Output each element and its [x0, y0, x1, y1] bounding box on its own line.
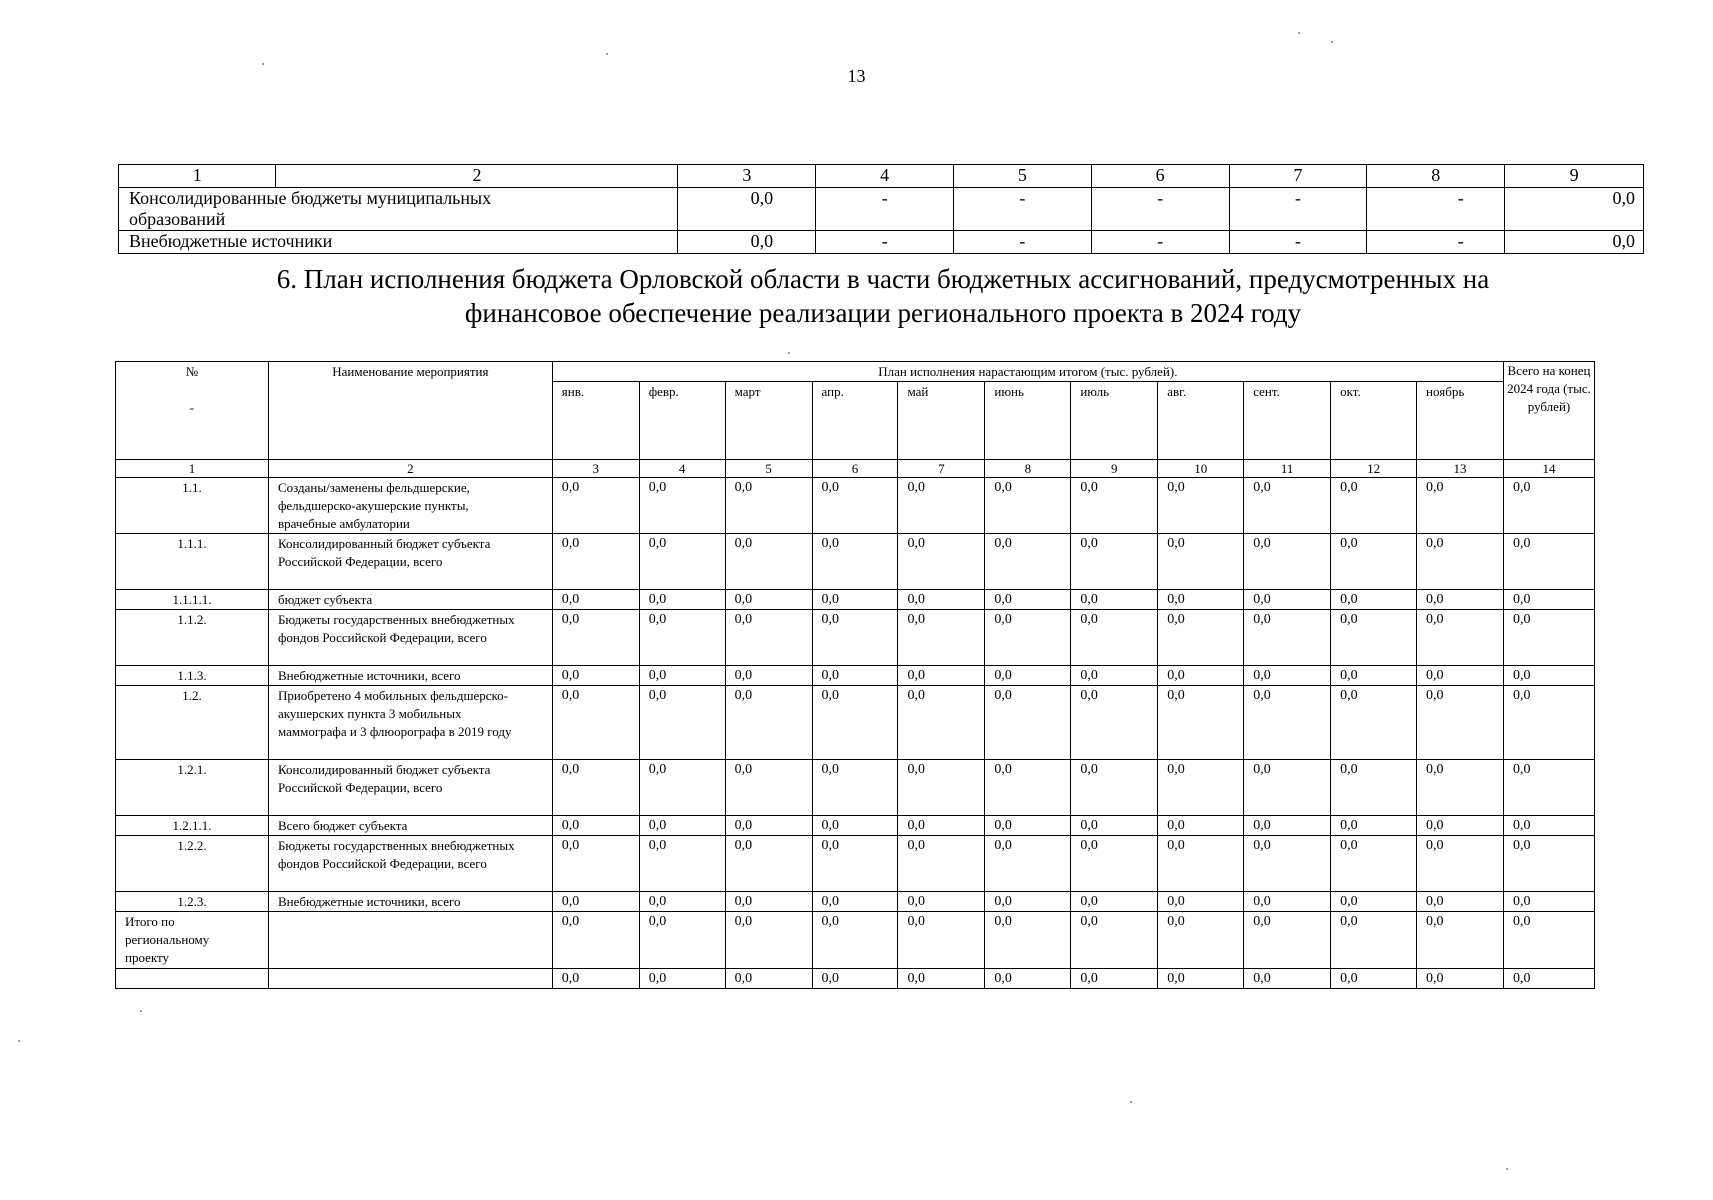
index-cell: 3 [552, 460, 639, 478]
scan-speck [18, 1040, 20, 1042]
value-cell: 0,0 [1331, 686, 1417, 760]
value-cell: 0,0 [1417, 534, 1504, 590]
value-cell: 0,0 [1071, 816, 1158, 836]
value-cell: 0,0 [1331, 666, 1417, 686]
value-cell: 0,0 [1505, 231, 1644, 254]
value-cell: 0,0 [812, 478, 898, 534]
row-name: Приобретено 4 мобильных фельдшерско-акушерских пункта 3 мобильных маммографа и 3 флюорографа в 2019 году [268, 686, 552, 760]
value-cell: 0,0 [898, 478, 985, 534]
value-cell: 0,0 [1244, 912, 1331, 969]
index-cell: 3 [678, 165, 816, 188]
value-cell: 0,0 [1417, 686, 1504, 760]
page-number: 13 [847, 66, 866, 86]
scan-speck [1506, 1168, 1508, 1170]
value-cell: 0,0 [639, 816, 725, 836]
month-header: февр. [639, 382, 725, 460]
value-cell: 0,0 [1417, 816, 1504, 836]
table-row [116, 836, 1595, 892]
index-cell: 14 [1503, 460, 1594, 478]
month-header: янв. [552, 382, 639, 460]
scan-speck [1298, 32, 1300, 34]
value-cell: 0,0 [1071, 590, 1158, 610]
value-cell: 0,0 [1244, 892, 1331, 912]
scan-speck [262, 63, 264, 65]
value-cell: - [816, 188, 954, 231]
value-cell: 0,0 [678, 231, 816, 254]
value-cell: 0,0 [639, 610, 725, 666]
value-cell: 0,0 [1503, 912, 1594, 969]
value-cell: 0,0 [725, 686, 812, 760]
table-row [116, 610, 1595, 666]
index-cell: 8 [1367, 165, 1505, 188]
value-cell: 0,0 [725, 912, 812, 969]
value-cell: 0,0 [1071, 686, 1158, 760]
value-cell: 0,0 [1331, 816, 1417, 836]
index-cell: 5 [954, 165, 1092, 188]
value-cell: 0,0 [552, 836, 639, 892]
index-cell: 4 [639, 460, 725, 478]
budget-plan-table [115, 361, 1595, 989]
month-header: окт. [1331, 382, 1417, 460]
value-cell: 0,0 [1071, 892, 1158, 912]
value-cell: 0,0 [898, 912, 985, 969]
value-cell: 0,0 [1244, 478, 1331, 534]
index-cell: 7 [1229, 165, 1367, 188]
value-cell: 0,0 [1158, 534, 1244, 590]
header-row [116, 362, 1595, 382]
month-header: май [898, 382, 985, 460]
index-cell: 6 [1091, 165, 1229, 188]
row-number: 1.2. [116, 686, 269, 760]
value-cell: 0,0 [898, 666, 985, 686]
value-cell: 0,0 [1158, 760, 1244, 816]
value-cell: 0,0 [812, 969, 898, 989]
value-cell: 0,0 [985, 969, 1071, 989]
value-cell: 0,0 [1331, 969, 1417, 989]
total-row [116, 912, 1595, 969]
value-cell: 0,0 [1417, 590, 1504, 610]
month-header: июнь [985, 382, 1071, 460]
value-cell: 0,0 [552, 760, 639, 816]
value-cell: 0,0 [1503, 534, 1594, 590]
plan-header: План исполнения нарастающим итогом (тыс. рублей). [552, 362, 1503, 382]
value-cell: 0,0 [552, 590, 639, 610]
value-cell: 0,0 [639, 590, 725, 610]
value-cell: 0,0 [985, 816, 1071, 836]
value-cell: 0,0 [898, 969, 985, 989]
value-cell: 0,0 [1244, 816, 1331, 836]
value-cell: 0,0 [1244, 686, 1331, 760]
value-cell: 0,0 [1503, 478, 1594, 534]
value-cell: 0,0 [812, 892, 898, 912]
index-cell: 5 [725, 460, 812, 478]
value-cell: 0,0 [812, 686, 898, 760]
value-cell: 0,0 [725, 610, 812, 666]
value-cell: 0,0 [1417, 666, 1504, 686]
data-rows [116, 478, 1595, 912]
value-cell: 0,0 [639, 478, 725, 534]
value-cell: 0,0 [1417, 478, 1504, 534]
row-number: 1.1.1.1. [116, 590, 269, 610]
sources-index-row [119, 165, 1644, 188]
table-row [116, 590, 1595, 610]
month-header: апр. [812, 382, 898, 460]
value-cell: 0,0 [552, 969, 639, 989]
value-cell: 0,0 [898, 892, 985, 912]
index-cell: 7 [898, 460, 985, 478]
table-row [116, 892, 1595, 912]
value-cell: 0,0 [1503, 590, 1594, 610]
row-number: 1.1.1. [116, 534, 269, 590]
value-cell: - [1229, 231, 1367, 254]
value-cell: - [1367, 231, 1505, 254]
value-cell: 0,0 [1158, 836, 1244, 892]
scan-speck [606, 53, 608, 55]
value-cell: 0,0 [1244, 969, 1331, 989]
value-cell: 0,0 [1503, 610, 1594, 666]
index-cell: 12 [1331, 460, 1417, 478]
table-row [116, 816, 1595, 836]
value-cell: 0,0 [985, 836, 1071, 892]
row-name: Консолидированный бюджет субъекта Российской Федерации, всего [268, 534, 552, 590]
row-name: Бюджеты государственных внебюджетных фондов Российской Федерации, всего [268, 610, 552, 666]
value-cell: 0,0 [985, 912, 1071, 969]
scan-speck [140, 1010, 142, 1012]
value-cell: - [1091, 188, 1229, 231]
value-cell: 0,0 [812, 666, 898, 686]
index-cell: 6 [812, 460, 898, 478]
value-cell: 0,0 [1417, 912, 1504, 969]
value-cell: 0,0 [725, 816, 812, 836]
month-header: март [725, 382, 812, 460]
value-cell: 0,0 [1071, 666, 1158, 686]
value-cell: 0,0 [1158, 478, 1244, 534]
value-cell: 0,0 [725, 760, 812, 816]
value-cell: 0,0 [639, 686, 725, 760]
value-cell: 0,0 [898, 534, 985, 590]
index-cell: 1 [119, 165, 276, 188]
table-row [116, 760, 1595, 816]
value-cell: 0,0 [812, 816, 898, 836]
value-cell: 0,0 [1417, 969, 1504, 989]
value-cell: 0,0 [1503, 666, 1594, 686]
value-cell: 0,0 [725, 478, 812, 534]
value-cell: 0,0 [985, 610, 1071, 666]
value-cell: 0,0 [639, 534, 725, 590]
value-cell: - [954, 188, 1092, 231]
value-cell: 0,0 [639, 892, 725, 912]
value-cell: 0,0 [552, 892, 639, 912]
value-cell: 0,0 [725, 892, 812, 912]
value-cell: 0,0 [639, 969, 725, 989]
value-cell: - [816, 231, 954, 254]
index-cell: 4 [816, 165, 954, 188]
value-cell: 0,0 [725, 969, 812, 989]
value-cell: 0,0 [1503, 969, 1594, 989]
index-cell: 11 [1244, 460, 1331, 478]
num-header-label: № [185, 364, 199, 379]
index-cell: 9 [1505, 165, 1644, 188]
value-cell: 0,0 [725, 534, 812, 590]
heading-line-2: финансовое обеспечение реализации регионального проекта в 2024 году [464, 298, 1302, 328]
total-label: Итого по региональному проекту [116, 912, 269, 969]
table-row [116, 666, 1595, 686]
value-cell: 0,0 [1244, 534, 1331, 590]
value-cell: 0,0 [1244, 760, 1331, 816]
index-cell: 8 [985, 460, 1071, 478]
value-cell: 0,0 [1244, 666, 1331, 686]
row-number: 1.2.1.1. [116, 816, 269, 836]
value-cell: 0,0 [985, 686, 1071, 760]
row-name: Внебюджетные источники, всего [268, 892, 552, 912]
value-cell: 0,0 [1331, 760, 1417, 816]
value-cell: 0,0 [552, 610, 639, 666]
value-cell: 0,0 [552, 666, 639, 686]
last-row-name [268, 969, 552, 989]
value-cell: 0,0 [1417, 610, 1504, 666]
value-cell: 0,0 [552, 912, 639, 969]
value-cell: 0,0 [1158, 816, 1244, 836]
value-cell: 0,0 [639, 666, 725, 686]
value-cell: 0,0 [812, 610, 898, 666]
value-cell: - [1229, 188, 1367, 231]
value-cell: 0,0 [552, 816, 639, 836]
value-cell: 0,0 [1331, 836, 1417, 892]
value-cell: 0,0 [1158, 686, 1244, 760]
scan-speck [1130, 1101, 1132, 1103]
value-cell: - [1091, 231, 1229, 254]
total-name-cell [268, 912, 552, 969]
value-cell: 0,0 [898, 760, 985, 816]
row-name: Внебюджетные источники, всего [268, 666, 552, 686]
last-row [116, 969, 1595, 989]
value-cell: 0,0 [639, 760, 725, 816]
row-name: Всего бюджет субъекта [268, 816, 552, 836]
value-cell: 0,0 [985, 666, 1071, 686]
value-cell: 0,0 [552, 686, 639, 760]
month-header: ноябрь [1417, 382, 1504, 460]
scan-speck [788, 352, 790, 354]
sources-row [119, 188, 1644, 231]
value-cell: 0,0 [812, 590, 898, 610]
value-cell: 0,0 [812, 912, 898, 969]
name-header: Наименование мероприятия [268, 362, 552, 460]
source-name: Консолидированные бюджеты муниципальных образований [119, 188, 678, 231]
value-cell: 0,0 [1071, 836, 1158, 892]
value-cell: 0,0 [1071, 969, 1158, 989]
section-heading [120, 262, 1646, 330]
value-cell: 0,0 [1331, 534, 1417, 590]
month-header: сент. [1244, 382, 1331, 460]
value-cell: 0,0 [1158, 912, 1244, 969]
value-cell: 0,0 [1158, 969, 1244, 989]
value-cell: 0,0 [1071, 610, 1158, 666]
value-cell: 0,0 [1331, 590, 1417, 610]
row-number: 1.2.3. [116, 892, 269, 912]
value-cell: 0,0 [1071, 534, 1158, 590]
value-cell: - [1367, 188, 1505, 231]
row-number: 1.2.1. [116, 760, 269, 816]
value-cell: 0,0 [1417, 892, 1504, 912]
value-cell: 0,0 [1158, 666, 1244, 686]
index-cell: 1 [116, 460, 269, 478]
value-cell: 0,0 [1417, 836, 1504, 892]
row-name: бюджет субъекта [268, 590, 552, 610]
value-cell: 0,0 [1417, 760, 1504, 816]
num-header-dash: - [189, 400, 195, 415]
value-cell: 0,0 [1505, 188, 1644, 231]
month-header: авг. [1158, 382, 1244, 460]
value-cell: 0,0 [985, 892, 1071, 912]
value-cell: 0,0 [812, 760, 898, 816]
row-number: 1.1.2. [116, 610, 269, 666]
value-cell: 0,0 [898, 610, 985, 666]
last-row-num [116, 969, 269, 989]
value-cell: 0,0 [1071, 912, 1158, 969]
table-row [116, 686, 1595, 760]
value-cell: 0,0 [985, 590, 1071, 610]
sources-row [119, 231, 1644, 254]
value-cell: 0,0 [552, 478, 639, 534]
value-cell: 0,0 [678, 188, 816, 231]
value-cell: 0,0 [985, 534, 1071, 590]
value-cell: 0,0 [898, 686, 985, 760]
index-cell: 13 [1417, 460, 1504, 478]
value-cell: 0,0 [1331, 912, 1417, 969]
value-cell: 0,0 [1503, 686, 1594, 760]
row-name: Консолидированный бюджет субъекта Российской Федерации, всего [268, 760, 552, 816]
value-cell: 0,0 [552, 534, 639, 590]
index-cell: 10 [1158, 460, 1244, 478]
value-cell: 0,0 [1503, 816, 1594, 836]
value-cell: 0,0 [898, 590, 985, 610]
value-cell: 0,0 [1331, 610, 1417, 666]
value-cell: 0,0 [898, 836, 985, 892]
source-name: Внебюджетные источники [119, 231, 678, 254]
value-cell: 0,0 [898, 816, 985, 836]
value-cell: 0,0 [1244, 836, 1331, 892]
index-row [116, 460, 1595, 478]
month-header: июль [1071, 382, 1158, 460]
scan-speck [1331, 41, 1333, 43]
value-cell: - [954, 231, 1092, 254]
sources-table [118, 164, 1644, 254]
value-cell: 0,0 [1503, 836, 1594, 892]
value-cell: 0,0 [639, 836, 725, 892]
value-cell: 0,0 [1158, 590, 1244, 610]
table-row [116, 478, 1595, 534]
value-cell: 0,0 [812, 836, 898, 892]
value-cell: 0,0 [1244, 590, 1331, 610]
value-cell: 0,0 [812, 534, 898, 590]
row-number: 1.1. [116, 478, 269, 534]
index-cell: 2 [276, 165, 678, 188]
value-cell: 0,0 [639, 912, 725, 969]
value-cell: 0,0 [1158, 892, 1244, 912]
value-cell: 0,0 [1503, 760, 1594, 816]
row-name: Бюджеты государственных внебюджетных фондов Российской Федерации, всего [268, 836, 552, 892]
value-cell: 0,0 [725, 666, 812, 686]
row-number: 1.2.2. [116, 836, 269, 892]
num-header [116, 362, 269, 460]
value-cell: 0,0 [985, 478, 1071, 534]
value-cell: 0,0 [1071, 760, 1158, 816]
value-cell: 0,0 [1244, 610, 1331, 666]
value-cell: 0,0 [1071, 478, 1158, 534]
value-cell: 0,0 [725, 590, 812, 610]
value-cell: 0,0 [1331, 892, 1417, 912]
index-cell: 2 [268, 460, 552, 478]
value-cell: 0,0 [1331, 478, 1417, 534]
value-cell: 0,0 [725, 836, 812, 892]
heading-line-1: 6. План исполнения бюджета Орловской области в части бюджетных ассигнований, предусмотренных на [276, 264, 1490, 294]
row-name: Созданы/заменены фельдшерские, фельдшерско-акушерские пункты, врачебные амбулатории [268, 478, 552, 534]
total-header: Всего на конец 2024 года (тыс. рублей) [1503, 362, 1594, 460]
table-row [116, 534, 1595, 590]
value-cell: 0,0 [1158, 610, 1244, 666]
value-cell: 0,0 [1503, 892, 1594, 912]
row-number: 1.1.3. [116, 666, 269, 686]
index-cell: 9 [1071, 460, 1158, 478]
value-cell: 0,0 [985, 760, 1071, 816]
